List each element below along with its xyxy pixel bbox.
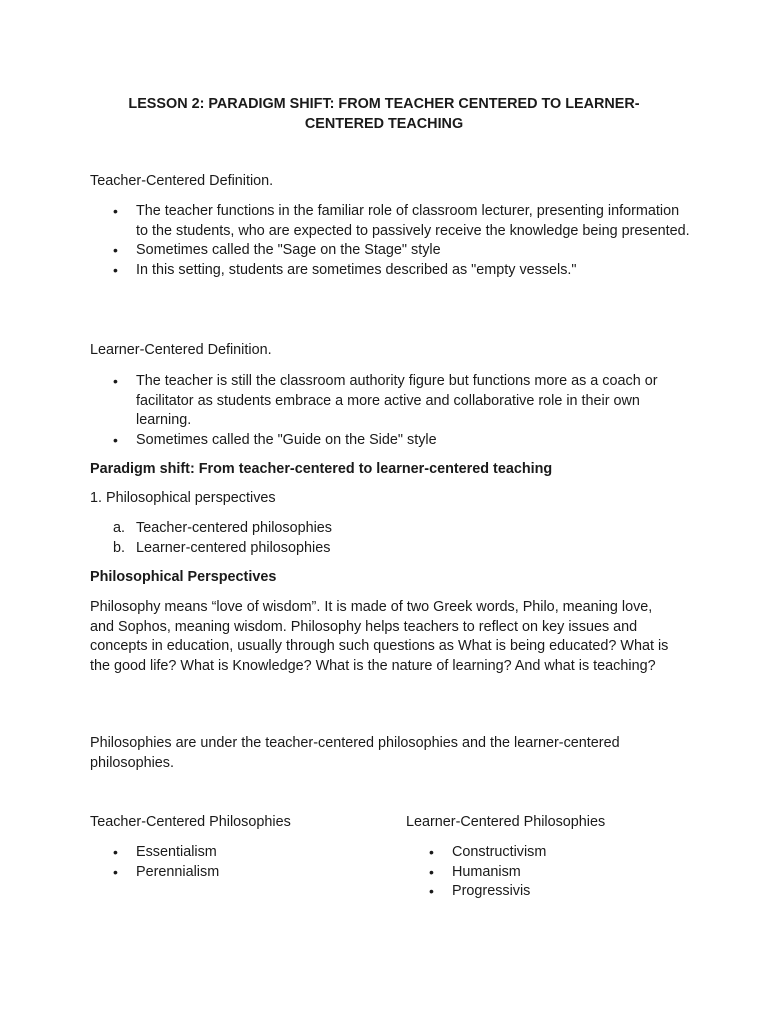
list-item: • Constructivism	[406, 843, 686, 863]
teacher-centered-list	[90, 202, 690, 280]
teacher-centered-heading: Teacher-Centered Definition.	[90, 173, 274, 189]
list-item	[90, 519, 680, 539]
list-item: • The teacher functions in the familiar role of classroom lecturer, presenting information to the students, who are expected to passively receive the knowledge being presented.	[90, 202, 690, 241]
list-item	[90, 539, 680, 559]
lesson-title-line-2: CENTERED TEACHING	[304, 116, 464, 132]
learner-centered-heading: Learner-Centered Definition.	[90, 342, 272, 358]
learner-centered-list	[90, 372, 680, 450]
list-item: • The teacher is still the classroom authority figure but functions more as a coach or facilitator as students embrace a more active and collaborative role in their own learning.	[90, 372, 680, 431]
list-item: • Sometimes called the "Sage on the Stage" style	[90, 241, 690, 261]
list-item-text: Teacher-centered philosophies	[136, 520, 332, 536]
list-item: • Sometimes called the "Guide on the Side" style	[90, 431, 680, 451]
perspectives-heading: Philosophical Perspectives	[90, 569, 277, 585]
list-marker: a.	[113, 520, 126, 536]
lesson-title	[100, 94, 668, 134]
left-column-list	[90, 843, 370, 882]
lesson-title-line-1: LESSON 2: PARADIGM SHIFT: FROM TEACHER CENTERED TO LEARNER-	[128, 96, 640, 112]
list-item: • Essentialism	[90, 843, 370, 863]
list-item: • Progressivis	[406, 882, 686, 902]
paradigm-heading: Paradigm shift: From teacher-centered to learner-centered teaching	[90, 461, 553, 477]
perspectives-paragraph-2: Philosophies are under the teacher-centered philosophies and the learner-centered philosophies.	[90, 735, 620, 771]
left-column-heading: Teacher-Centered Philosophies	[90, 814, 291, 830]
right-column-list	[406, 843, 686, 902]
philosophies-sublist	[90, 519, 680, 558]
list-item: • Humanism	[406, 863, 686, 883]
list-marker: b.	[113, 539, 126, 556]
perspectives-paragraph: Philosophy means “love of wisdom”. It is made of two Greek words, Philo, meaning love, and Sophos, meaning wisdom. Philosophy helps teachers to reflect on key issues and concepts in education, usually through such questions as What is being educated? What is the good life? What is Knowledge? What is the nature of learning? And what is teaching?	[90, 599, 669, 674]
list-item-text: Learner-centered philosophies	[136, 539, 331, 556]
right-column-heading: Learner-Centered Philosophies	[406, 814, 606, 830]
numbered-item: 1. Philosophical perspectives	[90, 490, 276, 506]
list-item: • Perennialism	[90, 863, 370, 883]
list-item: • In this setting, students are sometimes described as "empty vessels."	[90, 261, 690, 281]
